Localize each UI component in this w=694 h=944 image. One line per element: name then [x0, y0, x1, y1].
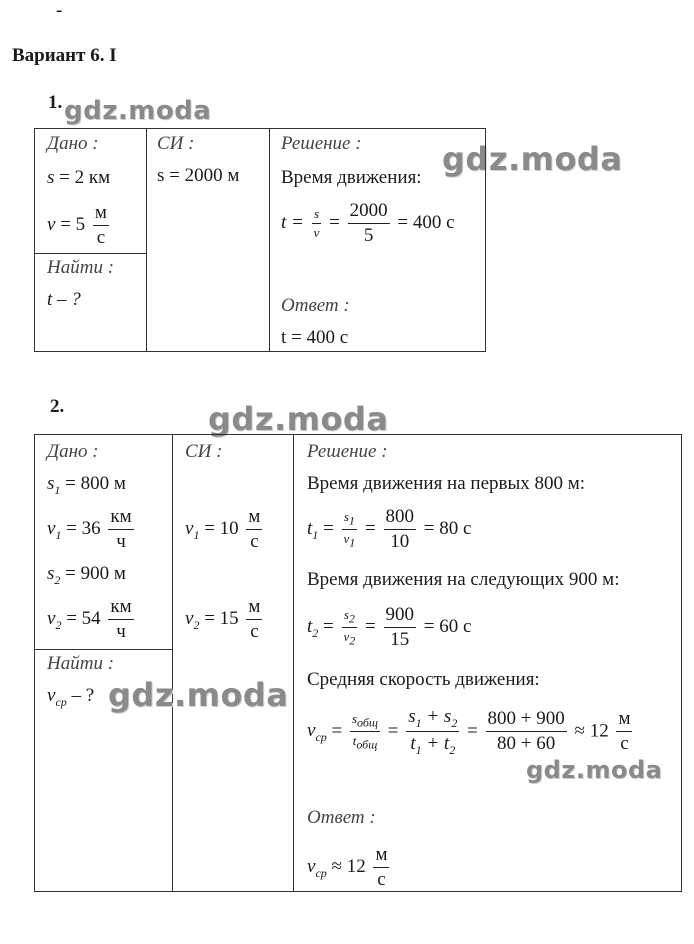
time-formula: t = $\frac{s}{v}$ = $\frac{2000}{5}$ = 400 с [281, 200, 455, 246]
given-v2: $v_2 = 54$ $\frac{км}{ч}$ [47, 596, 132, 642]
solution-header: Решение : [307, 441, 388, 462]
answer-value: t = 400 с [281, 327, 349, 348]
formula-avg-speed: $v_{ср}$ = $\frac{s_{общ}}{t_{общ}}$ = $\frac{s_1 + s_2}{t_1 + t_2}$ = $\frac{800 + 900}{80 + 60}$ ≈ 12 $\frac{м}{с}$ [307, 706, 631, 758]
given-header: Дано : [47, 441, 99, 462]
find-item: t – ? [47, 289, 81, 310]
problem1-table [34, 128, 486, 352]
find-header: Найти : [47, 257, 115, 278]
si-v2: $v_2 = 15$ $\frac{м}{с}$ [185, 596, 261, 642]
si-header: СИ : [185, 441, 223, 462]
formula-t2: $t_2$ = $\frac{s_2}{v_2}$ = $\frac{900}{15}$ = 60 с [307, 604, 472, 650]
answer-header: Ответ : [307, 807, 376, 828]
solution-line-2: Время движения на следующих 900 м: [307, 569, 620, 590]
solution-line-1: Время движения на первых 800 м: [307, 473, 586, 494]
variant-title: Вариант 6. I [12, 45, 117, 66]
problem2-table [34, 434, 682, 892]
si-distance: s = 2000 м [157, 165, 240, 186]
watermark: gdz.moda [442, 140, 623, 178]
watermark: gdz.moda [108, 676, 289, 714]
given-s2: $s_2 = 900$ м [47, 563, 126, 587]
watermark: gdz.moda [526, 756, 663, 784]
si-v1: $v_1 = 10$ $\frac{м}{с}$ [185, 506, 261, 552]
watermark: gdz.moda [208, 400, 389, 438]
top-mark: - [56, 0, 63, 21]
solution-header: Решение : [281, 133, 362, 154]
given-s1: $s_1 = 800$ м [47, 473, 126, 497]
find-item: $v_{ср}$ – ? [47, 685, 95, 709]
given-v1: $v_1 = 36$ $\frac{км}{ч}$ [47, 506, 132, 552]
answer-value: $v_{ср} \approx 12$ $\frac{м}{с}$ [307, 844, 388, 890]
time-label: Время движения: [281, 167, 422, 188]
given-header: Дано : [47, 133, 99, 154]
answer-header: Ответ : [281, 295, 350, 316]
given-distance: s = 2 км [47, 167, 111, 188]
problem1-number: 1. [48, 92, 63, 113]
si-header: СИ : [157, 133, 195, 154]
given-speed: v = 5 $\frac{м}{с}$ [47, 202, 107, 248]
watermark: gdz.moda [64, 96, 212, 126]
find-header: Найти : [47, 653, 115, 674]
formula-t1: $t_1$ = $\frac{s_1}{v_1}$ = $\frac{800}{10}$ = 80 с [307, 506, 472, 552]
solution-line-3: Средняя скорость движения: [307, 669, 540, 690]
problem2-number: 2. [50, 396, 65, 417]
